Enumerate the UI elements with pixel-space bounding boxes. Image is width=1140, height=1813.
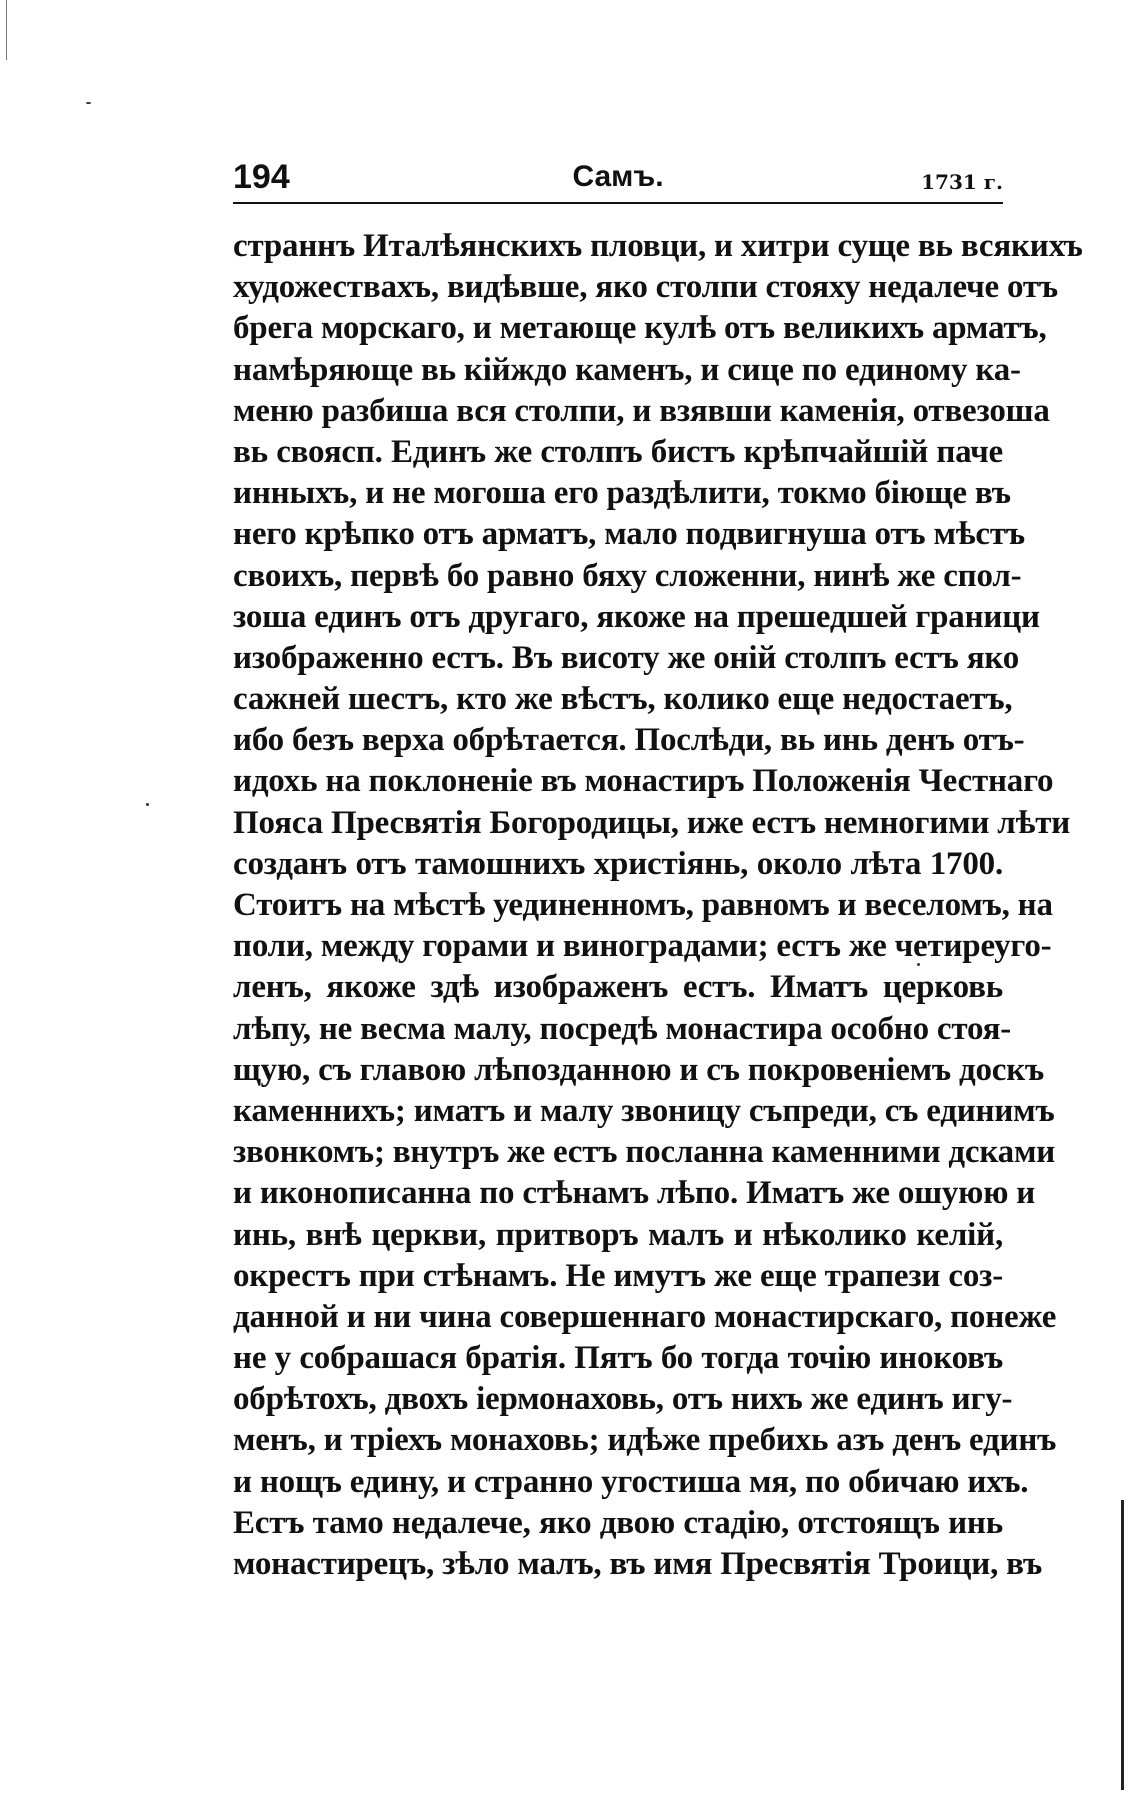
page-header — [233, 150, 1003, 204]
ink-speck — [146, 803, 149, 806]
text-line: художествахъ, видѣвше, яко столпи стояху недалече отъ — [233, 269, 1058, 306]
text-line: своихъ, первѣ бо равно бяху сложенни, нинѣ же спол- — [233, 557, 1022, 594]
scan-edge-left — [6, 0, 7, 60]
text-line: каменнихъ; иматъ и малу звоницу съпреди, съ единимъ — [233, 1092, 1055, 1129]
text-line: зоша единъ отъ другаго, якоже на прешедшей граници — [233, 598, 1040, 635]
text-line: менъ, и тріехъ монаховь; идѣже пребихь азъ денъ единъ — [233, 1422, 1057, 1459]
text-line: щую, съ главою лѣпозданною и съ покровеніемъ доскъ — [233, 1051, 1045, 1088]
scan-edge-right — [1121, 1500, 1124, 1790]
text-line: сажней шестъ, кто же вѣстъ, колико еще недостаетъ, — [233, 681, 1013, 718]
text-line: ленъ, якоже здѣ изображенъ естъ. Иматъ церковь — [233, 969, 1003, 1006]
text-line: Естъ тамо недалече, яко двою стадію, отстоящъ инь — [233, 1504, 1003, 1541]
text-line: лѣпу, не весма малу, посредѣ монастира особно стоя- — [233, 1010, 1012, 1047]
text-line: данной и ни чина совершеннаго монастирскаго, понеже — [233, 1298, 1057, 1335]
text-line: окрестъ при стѣнамъ. Не имутъ же еще трапези соз- — [233, 1257, 1003, 1294]
text-line: вь своясп. Единъ же столпъ бистъ крѣпчайшій паче — [233, 433, 1003, 470]
text-line: намѣряюще вь кійждо каменъ, и сице по единому ка- — [233, 351, 1021, 388]
text-line: него крѣпко отъ арматъ, мало подвигнуша отъ мѣстъ — [233, 516, 1025, 553]
text-line: и нощъ едину, и странно угостиша мя, по обичаю ихъ. — [233, 1463, 1029, 1500]
text-line: не у собрашася братія. Пятъ бо тогда точію иноковъ — [233, 1340, 1003, 1377]
text-line: инь, внѣ церкви, притворъ малъ и нѣколико келій, — [233, 1216, 1003, 1253]
running-title: Самъ. — [572, 160, 664, 193]
text-line: страннъ Италѣянскихъ пловци, и хитри суще вь всякихъ — [233, 228, 1083, 264]
text-line: и иконописанна по стѣнамъ лѣпо. Иматъ же ошуюю и — [233, 1175, 1036, 1212]
text-line: меню разбиша вся столпи, и взявши каменія, отвезоша — [233, 392, 1050, 429]
text-line: обрѣтохъ, двохъ іермонаховь, отъ нихъ же единъ игу- — [233, 1381, 1013, 1418]
text-line: поли, между горами и виноградами; естъ же четиреуго- — [233, 928, 1052, 965]
text-line: созданъ отъ тамошнихъ христіянь, около лѣта 1700. — [233, 845, 1003, 882]
book-page — [233, 150, 1083, 1585]
text-line: изображенно естъ. Въ висоту же оній столпъ естъ яко — [233, 639, 1020, 676]
text-line: ибо безъ верха обрѣтается. Послѣди, вь инь денъ отъ- — [233, 722, 1025, 759]
page-number: 194 — [233, 158, 290, 196]
text-line: звонкомъ; внутръ же естъ посланна каменними дсками — [233, 1134, 1056, 1171]
text-line: Стоитъ на мѣстѣ уединенномъ, равномъ и веселомъ, на — [233, 887, 1053, 923]
body-text — [233, 226, 1083, 1585]
text-line: идохь на поклоненіе въ монастиръ Положенія Честнаго — [233, 763, 1054, 800]
text-line: Пояса Пресвятія Богородицы, иже естъ немногими лѣти — [233, 804, 1071, 841]
text-line: инныхъ, и не могоша его раздѣлити, токмо біюще въ — [233, 475, 1011, 512]
text-line: брега морскаго, и метающе кулѣ отъ великихъ арматъ, — [233, 310, 1047, 347]
year-marker: 1731 г. — [921, 170, 1003, 194]
ink-speck — [86, 102, 91, 104]
text-line: монастирецъ, зѣло малъ, въ имя Пресвятія Троици, въ — [233, 1546, 1043, 1582]
